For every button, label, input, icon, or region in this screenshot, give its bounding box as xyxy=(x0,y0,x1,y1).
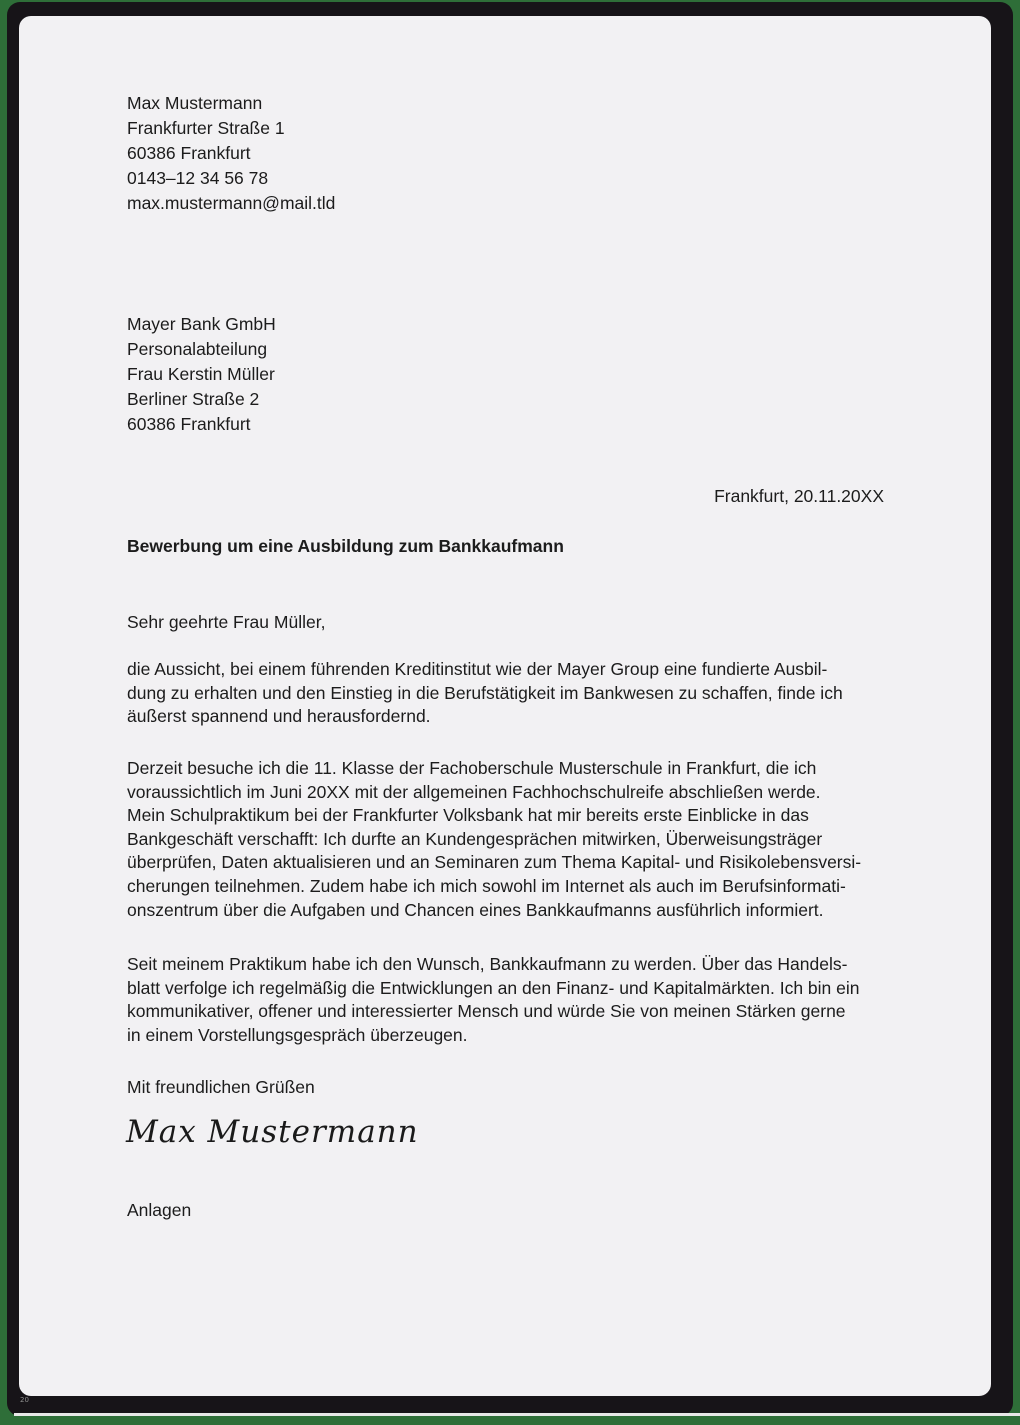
body-paragraph-1: die Aussicht, bei einem führenden Kreditinstitut wie der Mayer Group eine fundierte Ausbil- dung zu erhalten und den Einstieg in die Berufstätigkeit im Bankwesen zu schaffen, finde ich äußerst spannend und herausfordernd. xyxy=(127,659,843,727)
signature: Max Mustermann xyxy=(126,1114,419,1150)
enclosures-label: Anlagen xyxy=(127,1200,192,1220)
bottom-edge-highlight xyxy=(14,1413,1020,1416)
recipient-address: Mayer Bank GmbH Personalabteilung Frau Kerstin Müller Berliner Straße 2 60386 Frankfurt xyxy=(127,314,276,434)
date-line: Frankfurt, 20.11.20XX xyxy=(714,486,884,506)
body-paragraph-3: Seit meinem Praktikum habe ich den Wunsch, Bankkaufmann zu werden. Über das Handels- blatt verfolge ich regelmäßig die Entwicklungen an den Finanz- und Kapitalmärkten. Ich bin ein kommunikativer, offener und interessierter Mensch und würde Sie von meinen Stärken gerne in einem Vorstellungsgespräch überzeugen. xyxy=(127,954,860,1045)
salutation: Sehr geehrte Frau Müller, xyxy=(127,612,326,632)
closing-phrase: Mit freundlichen Grüßen xyxy=(127,1077,315,1097)
body-paragraph-2: Derzeit besuche ich die 11. Klasse der Fachoberschule Musterschule in Frankfurt, die ich voraussichtlich im Juni 20XX mit der allgemeinen Fachhochschulreife abschließen werde. Mein Schulpraktikum bei der Frankfurter Volksbank hat mir bereits erste Einblicke in das Bankgeschäft verschafft: Ich durfte an Kundengesprächen mitwirken, Überweisungsträger überprüfen, Daten aktualisieren und an Seminaren zum Thema Kapital- und Risikolebensversi- cherungen teilnehmen. Zudem habe ich mich sowohl im Internet als auch im Berufsinformati- onszentrum über die Aufgaben und Chancen eines Bankkaufmanns ausführlich informiert. xyxy=(127,758,862,920)
sender-address: Max Mustermann Frankfurter Straße 1 60386 Frankfurt 0143–12 34 56 78 max.mustermann@mail.tld xyxy=(127,93,336,213)
subject-line: Bewerbung um eine Ausbildung zum Bankkaufmann xyxy=(127,536,564,556)
corner-mark: 20 xyxy=(20,1396,29,1404)
